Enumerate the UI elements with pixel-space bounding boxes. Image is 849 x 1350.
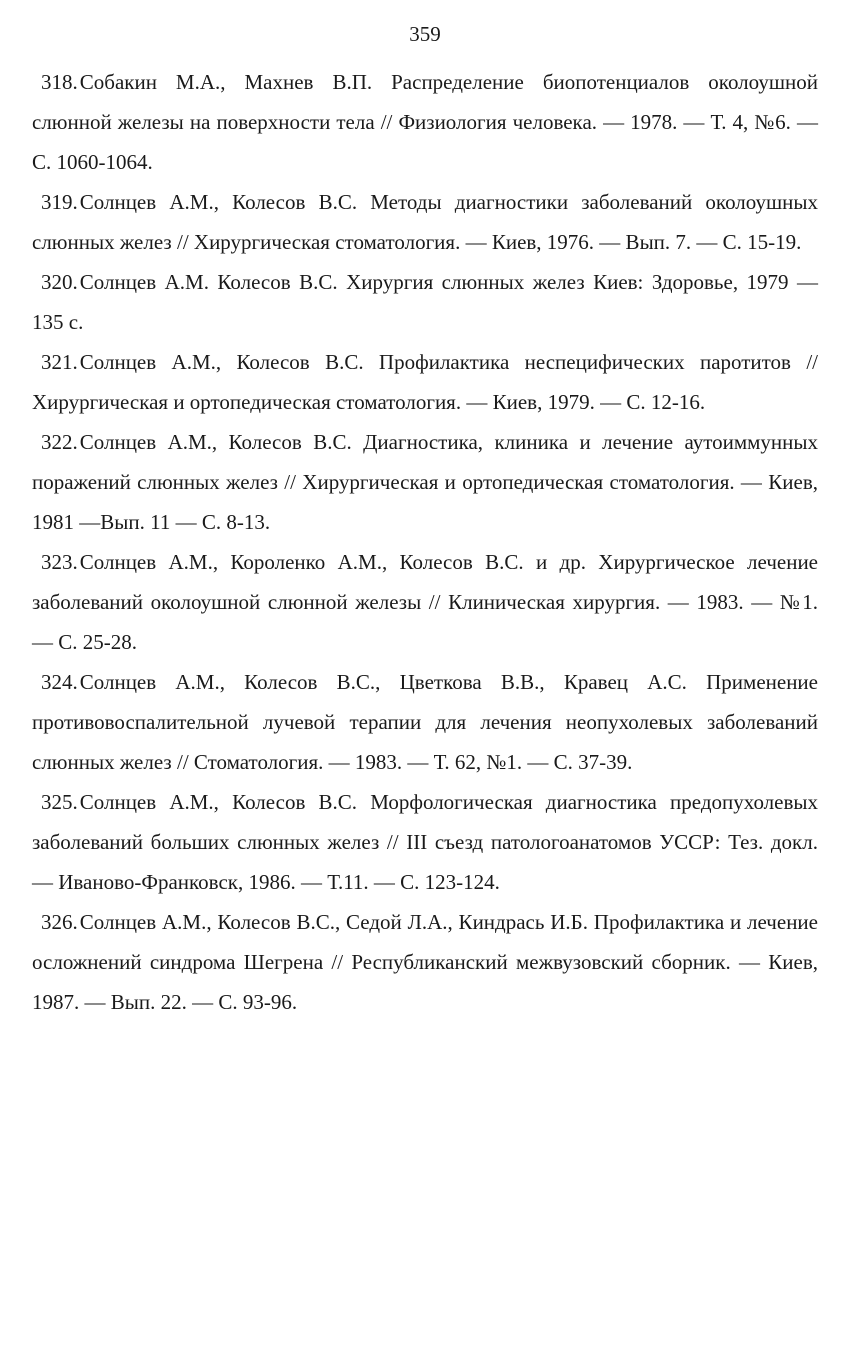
reference-list: [32, 62, 818, 1022]
reference-item: [32, 342, 818, 422]
reference-item: [32, 902, 818, 1022]
reference-number: 320.: [41, 270, 78, 294]
reference-item: [32, 782, 818, 902]
reference-text: Солнцев А.М., Колесов В.С. Методы диагностики заболеваний околоушных слюнных желез // Хирургическая стоматология. — Киев, 1976. — Вып. 7. — С. 15-19.: [32, 190, 818, 254]
reference-item: [32, 182, 818, 262]
reference-text: Солнцев А.М., Колесов В.С. Диагностика, клиника и лечение аутоиммунных поражений слюнных желез // Хирургическая и ортопедическая стоматология. — Киев, 1981 —Вып. 11 — С. 8-13.: [32, 430, 818, 534]
reference-item: [32, 262, 818, 342]
reference-text: Солнцев А.М., Колесов В.С. Профилактика неспецифических паротитов // Хирургическая и ортопедическая стоматология. — Киев, 1979. — С. 12-16.: [32, 350, 818, 414]
reference-number: 319.: [41, 190, 78, 214]
page-number: 359: [409, 22, 441, 46]
reference-text: Солнцев А.М., Короленко А.М., Колесов В.С. и др. Хирургическое лечение заболеваний околоушной слюнной железы // Клиническая хирургия. — 1983. — №1. — С. 25-28.: [32, 550, 818, 654]
reference-text: Солнцев А.М., Колесов В.С., Седой Л.А., Киндрась И.Б. Профилактика и лечение осложнений синдрома Шегрена // Республиканский межвузовский сборник. — Киев, 1987. — Вып. 22. — С. 93-96.: [32, 910, 818, 1014]
reference-text: Солнцев А.М., Колесов В.С. Морфологическая диагностика предопухолевых заболеваний больших слюнных желез // III съезд патологоанатомов УССР: Тез. докл. — Иваново-Франковск, 1986. — Т.11. — С. 123-124.: [32, 790, 818, 894]
reference-number: 322.: [41, 430, 78, 454]
reference-number: 325.: [41, 790, 78, 814]
reference-text: Солнцев А.М., Колесов В.С., Цветкова В.В., Кравец А.С. Применение противовоспалительной лучевой терапии для лечения неопухолевых заболеваний слюнных желез // Стоматология. — 1983. — Т. 62, №1. — С. 37-39.: [32, 670, 818, 774]
reference-number: 321.: [41, 350, 78, 374]
reference-item: [32, 62, 818, 182]
reference-item: [32, 422, 818, 542]
reference-number: 324.: [41, 670, 78, 694]
reference-number: 318.: [41, 70, 78, 94]
reference-item: [32, 662, 818, 782]
document-page: [32, 0, 818, 1022]
reference-text: Солнцев А.М. Колесов В.С. Хирургия слюнных желез Киев: Здоровье, 1979 — 135 с.: [32, 270, 818, 334]
reference-number: 326.: [41, 910, 78, 934]
reference-number: 323.: [41, 550, 78, 574]
reference-item: [32, 542, 818, 662]
reference-text: Собакин М.А., Махнев В.П. Распределение биопотенциалов околоушной слюнной железы на поверхности тела // Физиология человека. — 1978. — Т. 4, №6. — С. 1060-1064.: [32, 70, 818, 174]
